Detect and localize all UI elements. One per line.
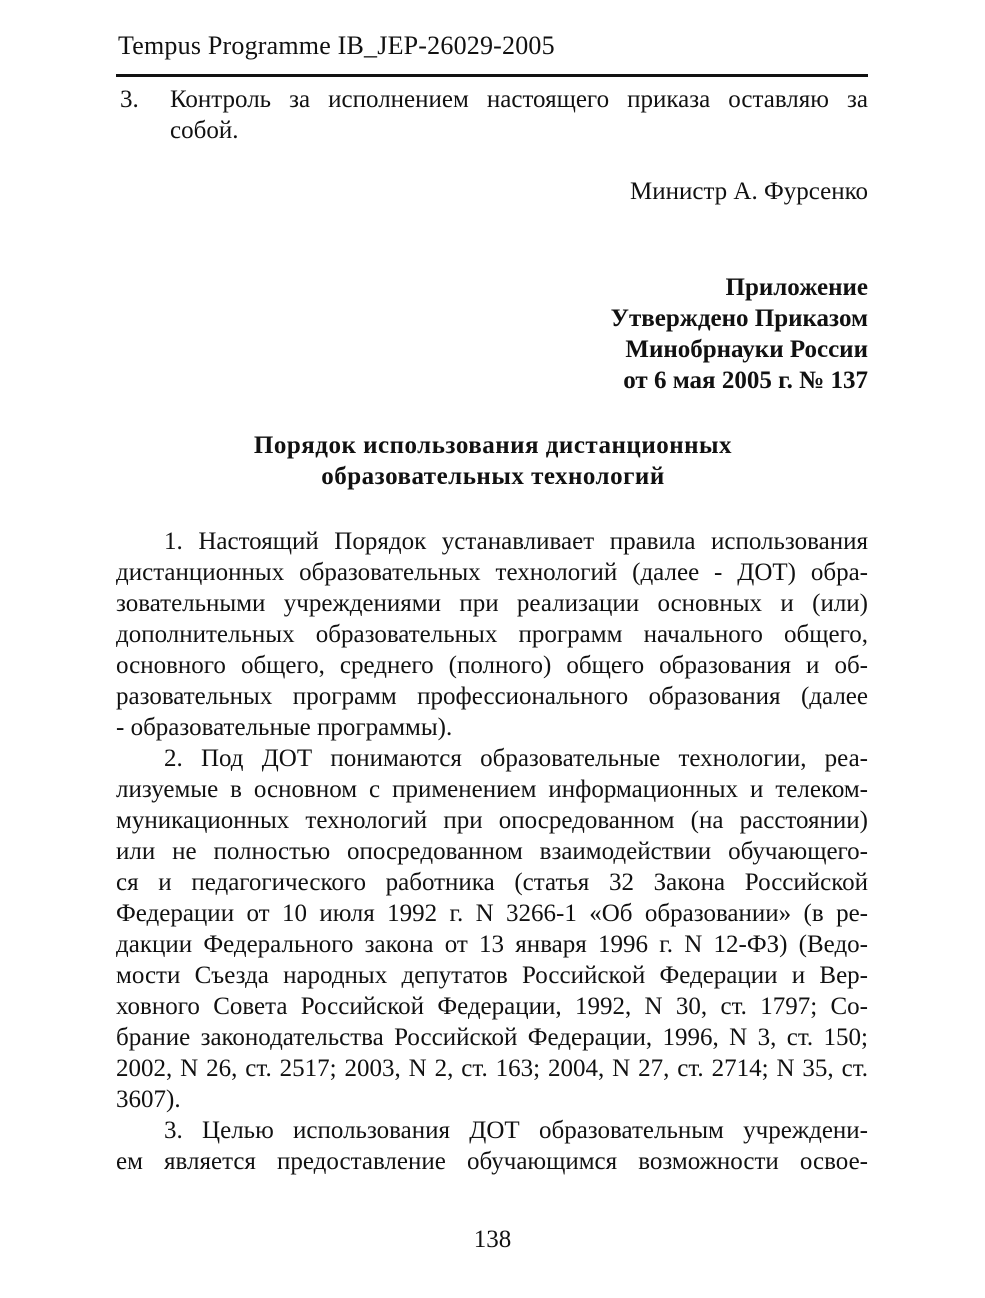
text-line: дистанционных образовательных технологий (далее - ДОТ) обра- — [116, 559, 868, 586]
text-line: основного общего, среднего (полного) общего образования и об- — [116, 652, 868, 679]
text-line: 2002, N 26, ст. 2517; 2003, N 2, ст. 163; 2004, N 27, ст. 2714; N 35, ст. — [116, 1055, 868, 1082]
document-body — [116, 526, 868, 1177]
text-line: ся и педагогического работника (статья 32 Закона Российской — [116, 869, 868, 896]
text-line: муникационных технологий при опосредованном (на расстоянии) — [116, 807, 868, 834]
text-line: 3. Целью использования ДОТ образовательным учреждени- — [164, 1117, 868, 1144]
text-line: 3607). — [116, 1086, 181, 1113]
document-title-line-1: Порядок использования дистанционных — [253, 432, 733, 459]
page-number: 138 — [473, 1226, 512, 1253]
appendix-approved: Утверждено Приказом — [610, 305, 868, 332]
text-line: дакции Федерального закона от 13 января 1996 г. N 12-ФЗ) (Ведо- — [116, 931, 868, 958]
text-line: 1. Настоящий Порядок устанавливает правила использования — [164, 528, 868, 555]
paragraph-1 — [116, 526, 868, 743]
order-item-3 — [120, 84, 868, 146]
minister-signature: Министр А. Фурсенко — [629, 178, 868, 205]
paragraph-2 — [116, 743, 868, 1115]
appendix-order-date: от 6 мая 2005 г. № 137 — [623, 367, 868, 394]
text-line: Федерации от 10 июля 1992 г. N 3266-1 «Об образовании» (в ре- — [116, 900, 868, 927]
text-line: дополнительных образовательных программ начального общего, — [116, 621, 868, 648]
text-line: разовательных программ профессионального образования (далее — [116, 683, 868, 710]
header-rule — [116, 74, 868, 77]
text-line: брание законодательства Российской Федерации, 1996, N 3, ст. 150; — [116, 1024, 868, 1051]
text-line: 2. Под ДОТ понимаются образовательные технологии, реа- — [164, 745, 868, 772]
text-line: ем является предоставление обучающимся возможности освое- — [116, 1148, 868, 1175]
appendix-block — [611, 272, 868, 396]
text-line: мости Съезда народных депутатов Российской Федерации и Вер- — [116, 962, 868, 989]
document-title — [118, 430, 868, 492]
text-line: лизуемые в основном с применением информационных и телеком- — [116, 776, 868, 803]
text-line: или не полностью опосредованном взаимодействии обучающего- — [116, 838, 868, 865]
order-item-number: 3. — [120, 86, 139, 113]
paragraph-3 — [116, 1115, 868, 1177]
appendix-ministry: Минобрнауки России — [625, 336, 868, 363]
text-line: зовательными учреждениями при реализации основных и (или) — [116, 590, 868, 617]
document-title-line-2: образовательных технологий — [321, 463, 665, 490]
appendix-label: Приложение — [725, 274, 868, 301]
text-line: - образовательные программы). — [116, 714, 453, 741]
text-line: ховного Совета Российской Федерации, 1992, N 30, ст. 1797; Со- — [116, 993, 868, 1020]
running-header: Tempus Programme IB_JEP-26029-2005 — [118, 31, 555, 60]
order-item-text: Контроль за исполнением настоящего приказа оставляю за собой. — [170, 86, 868, 144]
